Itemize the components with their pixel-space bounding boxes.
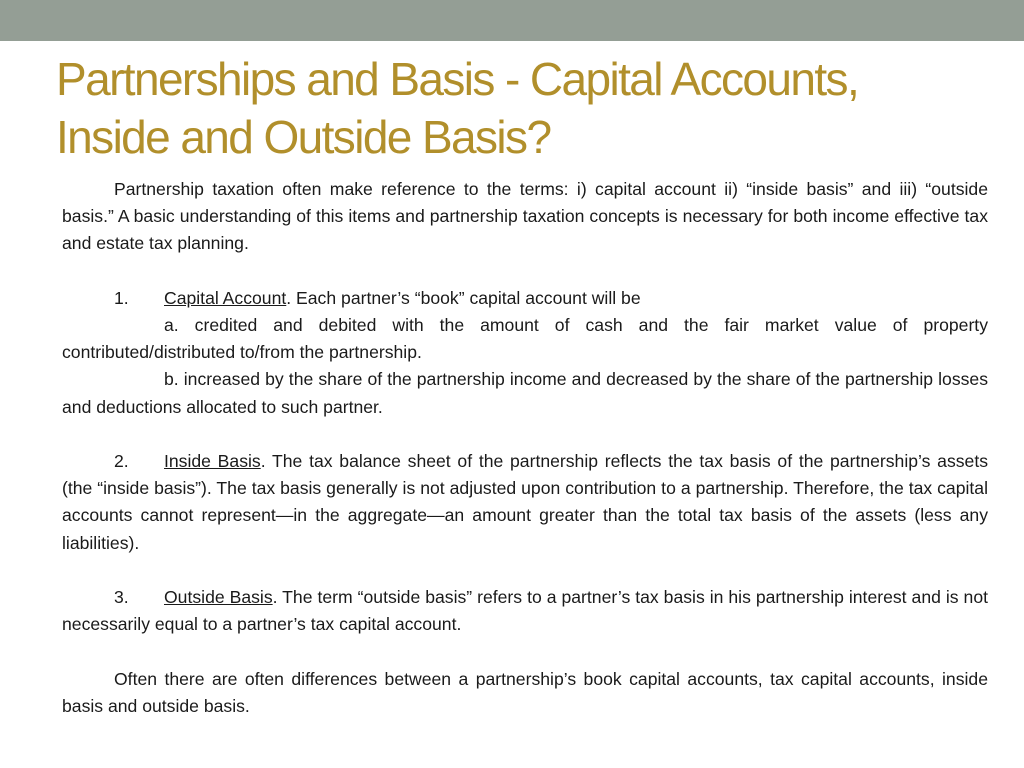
spacer: [62, 421, 988, 448]
slide-title-line-2: Inside and Outside Basis?: [56, 111, 551, 163]
top-bar: [0, 0, 1024, 41]
slide-body: [62, 176, 988, 720]
item-text: . The term “outside basis” refers to a partner’s tax basis in his partnership interest and is not necessarily equal to a partner’s tax capital account.: [62, 587, 989, 635]
item-number: 2.: [114, 451, 129, 471]
conclusion-paragraph: Often there are often differences between a partnership’s book capital accounts, tax capital accounts, inside basis and outside basis.: [62, 668, 988, 716]
item-heading-inside-basis: Inside Basis: [164, 451, 261, 471]
spacer: [62, 638, 988, 665]
item-number: 3.: [114, 587, 129, 607]
sub-item-b: b. increased by the share of the partnership income and decreased by the share of the partnership losses and deductions allocated to such partner.: [62, 369, 988, 417]
item-inside-basis: [62, 448, 988, 557]
intro-paragraph: Partnership taxation often make reference to the terms: i) capital account ii) “inside basis” and iii) “outside basis.” A basic understanding of this items and partnership taxation concepts is necessary for both income effective tax and estate tax planning.: [62, 179, 988, 254]
sub-item-a: a. credited and debited with the amount of cash and the fair market value of property contributed/distributed to/from the partnership.: [62, 315, 988, 363]
item-text: . Each partner’s “book” capital account will be: [286, 287, 641, 308]
slide-title-line-1: Partnerships and Basis - Capital Accounts,: [56, 53, 859, 105]
item-text: . The tax balance sheet of the partnership reflects the tax basis of the partnership’s assets (the “inside basis”). The tax basis generally is not adjusted upon contribution to a partnership. Therefore, the tax capital accounts cannot represent—in the aggregate—an amount greater than the total tax basis of the assets (less any liabilities).: [62, 451, 989, 553]
spacer: [62, 258, 988, 285]
item-heading-outside-basis: Outside Basis: [164, 587, 273, 607]
spacer: [62, 557, 988, 584]
item-outside-basis: [62, 584, 988, 638]
item-number: 1.: [114, 287, 129, 308]
slide-title: [56, 50, 996, 166]
item-capital-account: [62, 285, 988, 312]
item-heading-capital-account: Capital Account: [164, 287, 287, 308]
